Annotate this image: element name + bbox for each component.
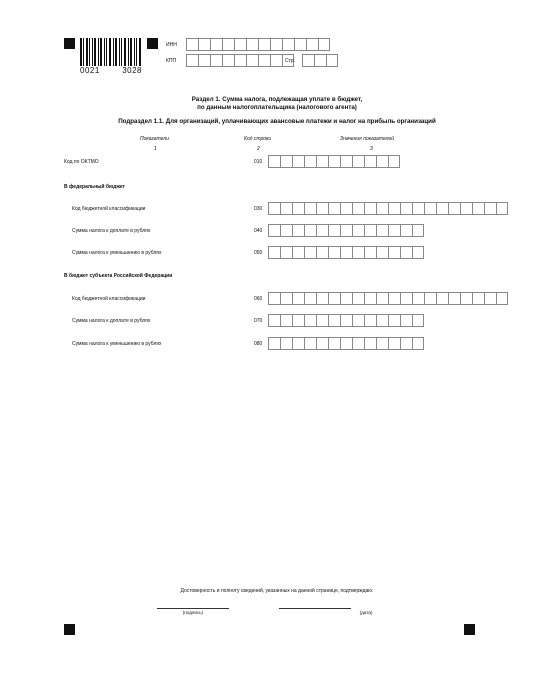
char-cell[interactable] bbox=[316, 314, 328, 327]
char-cell[interactable] bbox=[328, 314, 340, 327]
federal-reduce-cells[interactable] bbox=[268, 246, 424, 259]
column-header-line-code: Код строки bbox=[244, 136, 272, 142]
char-cell[interactable] bbox=[364, 246, 376, 259]
char-cell[interactable] bbox=[210, 38, 222, 51]
date-caption: (дата) bbox=[359, 610, 373, 615]
char-cell[interactable] bbox=[328, 292, 340, 305]
char-cell[interactable] bbox=[280, 155, 292, 168]
char-cell[interactable] bbox=[258, 38, 270, 51]
kpp-label: КПП bbox=[166, 58, 177, 64]
char-cell[interactable] bbox=[388, 155, 400, 168]
char-cell[interactable] bbox=[340, 314, 352, 327]
federal-kbk-label: Код бюджетной классификации bbox=[72, 206, 146, 212]
char-cell[interactable] bbox=[304, 314, 316, 327]
regional-budget-heading: В бюджет субъекта Российской Федерации bbox=[64, 273, 173, 279]
char-cell[interactable] bbox=[340, 292, 352, 305]
char-cell[interactable] bbox=[292, 155, 304, 168]
barcode-image bbox=[80, 38, 142, 66]
char-cell[interactable] bbox=[268, 337, 280, 350]
char-cell[interactable] bbox=[316, 202, 328, 215]
char-cell[interactable] bbox=[292, 314, 304, 327]
column-number-3: 3 bbox=[370, 146, 373, 152]
corner-marker-top-left bbox=[64, 38, 75, 49]
char-cell[interactable] bbox=[448, 292, 460, 305]
char-cell[interactable] bbox=[316, 224, 328, 237]
char-cell[interactable] bbox=[400, 202, 412, 215]
char-cell[interactable] bbox=[388, 314, 400, 327]
char-cell[interactable] bbox=[328, 337, 340, 350]
char-cell[interactable] bbox=[326, 54, 338, 67]
column-number-2: 2 bbox=[257, 146, 260, 152]
subsection-title: Подраздел 1.1. Для организаций, уплачивающих авансовые платежи и налог на прибыль организаций bbox=[118, 118, 436, 125]
signature-line[interactable] bbox=[157, 608, 229, 609]
char-cell[interactable] bbox=[484, 292, 496, 305]
char-cell[interactable] bbox=[198, 54, 210, 67]
char-cell[interactable] bbox=[448, 202, 460, 215]
char-cell[interactable] bbox=[280, 224, 292, 237]
inn-label: ИНН bbox=[166, 42, 177, 48]
char-cell[interactable] bbox=[292, 246, 304, 259]
char-cell[interactable] bbox=[292, 337, 304, 350]
char-cell[interactable] bbox=[340, 337, 352, 350]
char-cell[interactable] bbox=[364, 314, 376, 327]
corner-marker-bottom-left bbox=[64, 624, 75, 635]
char-cell[interactable] bbox=[268, 314, 280, 327]
char-cell[interactable] bbox=[484, 202, 496, 215]
char-cell[interactable] bbox=[246, 38, 258, 51]
federal-pay-cells[interactable] bbox=[268, 224, 424, 237]
federal-kbk-cells[interactable] bbox=[268, 202, 508, 215]
barcode-digits-right: 3028 bbox=[122, 66, 142, 75]
char-cell[interactable] bbox=[376, 314, 388, 327]
char-cell[interactable] bbox=[328, 202, 340, 215]
corner-marker-bottom-right bbox=[464, 624, 475, 635]
char-cell[interactable] bbox=[460, 202, 472, 215]
regional-pay-cells[interactable] bbox=[268, 314, 424, 327]
char-cell[interactable] bbox=[352, 292, 364, 305]
oktmo-code: 010 bbox=[254, 159, 263, 165]
char-cell[interactable] bbox=[388, 224, 400, 237]
char-cell[interactable] bbox=[292, 292, 304, 305]
oktmo-cells[interactable] bbox=[268, 155, 400, 168]
char-cell[interactable] bbox=[246, 54, 258, 67]
date-line[interactable] bbox=[279, 608, 351, 609]
char-cell[interactable] bbox=[268, 246, 280, 259]
char-cell[interactable] bbox=[316, 337, 328, 350]
regional-kbk-cells[interactable] bbox=[268, 292, 508, 305]
column-header-indicators: Показатели bbox=[140, 136, 169, 142]
char-cell[interactable] bbox=[352, 155, 364, 168]
char-cell[interactable] bbox=[292, 202, 304, 215]
column-header-values: Значения показателей bbox=[340, 136, 395, 142]
char-cell[interactable] bbox=[280, 292, 292, 305]
char-cell[interactable] bbox=[388, 246, 400, 259]
char-cell[interactable] bbox=[234, 54, 246, 67]
char-cell[interactable] bbox=[472, 202, 484, 215]
char-cell[interactable] bbox=[304, 292, 316, 305]
char-cell[interactable] bbox=[340, 224, 352, 237]
federal-pay-label: Сумма налога к доплате в рублях bbox=[72, 228, 151, 234]
char-cell[interactable] bbox=[270, 54, 282, 67]
page-label: Стр. bbox=[285, 58, 296, 64]
federal-pay-code: 040 bbox=[254, 228, 263, 234]
char-cell[interactable] bbox=[376, 202, 388, 215]
char-cell[interactable] bbox=[328, 224, 340, 237]
signature-caption: (подпись) bbox=[182, 610, 204, 615]
regional-reduce-code: 080 bbox=[254, 341, 263, 347]
char-cell[interactable] bbox=[412, 292, 424, 305]
char-cell[interactable] bbox=[294, 38, 306, 51]
char-cell[interactable] bbox=[280, 202, 292, 215]
regional-kbk-label: Код бюджетной классификации bbox=[72, 296, 146, 302]
regional-reduce-cells[interactable] bbox=[268, 337, 424, 350]
barcode-digits-left: 0021 bbox=[80, 66, 100, 75]
char-cell[interactable] bbox=[304, 202, 316, 215]
column-number-1: 1 bbox=[154, 146, 157, 152]
inn-cells[interactable] bbox=[186, 38, 330, 51]
barcode-number bbox=[80, 66, 142, 75]
regional-pay-label: Сумма налога к доплате в рублях bbox=[72, 318, 151, 324]
char-cell[interactable] bbox=[304, 337, 316, 350]
char-cell[interactable] bbox=[328, 246, 340, 259]
char-cell[interactable] bbox=[424, 292, 436, 305]
char-cell[interactable] bbox=[258, 54, 270, 67]
char-cell[interactable] bbox=[268, 224, 280, 237]
char-cell[interactable] bbox=[318, 38, 330, 51]
char-cell[interactable] bbox=[388, 292, 400, 305]
char-cell[interactable] bbox=[268, 292, 280, 305]
char-cell[interactable] bbox=[186, 38, 198, 51]
char-cell[interactable] bbox=[306, 38, 318, 51]
char-cell[interactable] bbox=[436, 202, 448, 215]
char-cell[interactable] bbox=[352, 246, 364, 259]
char-cell[interactable] bbox=[340, 246, 352, 259]
confirmation-statement: Достоверность и полноту сведений, указанных на данной странице, подтверждаю: bbox=[180, 588, 374, 594]
char-cell[interactable] bbox=[400, 314, 412, 327]
char-cell[interactable] bbox=[268, 155, 280, 168]
char-cell[interactable] bbox=[222, 38, 234, 51]
char-cell[interactable] bbox=[364, 202, 376, 215]
char-cell[interactable] bbox=[376, 246, 388, 259]
char-cell[interactable] bbox=[280, 314, 292, 327]
char-cell[interactable] bbox=[400, 337, 412, 350]
federal-budget-heading: В федеральный бюджет bbox=[64, 184, 125, 190]
char-cell[interactable] bbox=[412, 202, 424, 215]
char-cell[interactable] bbox=[496, 202, 508, 215]
char-cell[interactable] bbox=[268, 202, 280, 215]
oktmo-label: Код по ОКТМО bbox=[64, 159, 99, 165]
char-cell[interactable] bbox=[376, 292, 388, 305]
char-cell[interactable] bbox=[400, 246, 412, 259]
corner-marker-top-mid bbox=[147, 38, 158, 49]
char-cell[interactable] bbox=[302, 54, 314, 67]
kpp-cells[interactable] bbox=[186, 54, 294, 67]
char-cell[interactable] bbox=[412, 337, 424, 350]
char-cell[interactable] bbox=[316, 246, 328, 259]
char-cell[interactable] bbox=[316, 292, 328, 305]
federal-reduce-label: Сумма налога к уменьшению в рублях bbox=[72, 250, 162, 256]
char-cell[interactable] bbox=[352, 314, 364, 327]
char-cell[interactable] bbox=[314, 54, 326, 67]
char-cell[interactable] bbox=[412, 246, 424, 259]
char-cell[interactable] bbox=[364, 337, 376, 350]
char-cell[interactable] bbox=[496, 292, 508, 305]
char-cell[interactable] bbox=[340, 202, 352, 215]
char-cell[interactable] bbox=[400, 292, 412, 305]
section-title-line1: Раздел 1. Сумма налога, подлежащая уплате в бюджет, bbox=[191, 96, 363, 103]
char-cell[interactable] bbox=[328, 155, 340, 168]
regional-kbk-code: 060 bbox=[254, 296, 263, 302]
regional-reduce-label: Сумма налога к уменьшению в рублях bbox=[72, 341, 162, 347]
char-cell[interactable] bbox=[352, 337, 364, 350]
char-cell[interactable] bbox=[376, 337, 388, 350]
federal-kbk-code: 030 bbox=[254, 206, 263, 212]
char-cell[interactable] bbox=[400, 224, 412, 237]
char-cell[interactable] bbox=[270, 38, 282, 51]
char-cell[interactable] bbox=[304, 155, 316, 168]
char-cell[interactable] bbox=[304, 224, 316, 237]
char-cell[interactable] bbox=[352, 224, 364, 237]
char-cell[interactable] bbox=[436, 292, 448, 305]
char-cell[interactable] bbox=[280, 337, 292, 350]
char-cell[interactable] bbox=[352, 202, 364, 215]
char-cell[interactable] bbox=[412, 314, 424, 327]
char-cell[interactable] bbox=[282, 38, 294, 51]
federal-reduce-code: 050 bbox=[254, 250, 263, 256]
char-cell[interactable] bbox=[412, 224, 424, 237]
char-cell[interactable] bbox=[460, 292, 472, 305]
char-cell[interactable] bbox=[234, 38, 246, 51]
char-cell[interactable] bbox=[364, 155, 376, 168]
char-cell[interactable] bbox=[376, 224, 388, 237]
regional-pay-code: 070 bbox=[254, 318, 263, 324]
char-cell[interactable] bbox=[186, 54, 198, 67]
char-cell[interactable] bbox=[210, 54, 222, 67]
char-cell[interactable] bbox=[198, 38, 210, 51]
char-cell[interactable] bbox=[316, 155, 328, 168]
char-cell[interactable] bbox=[388, 337, 400, 350]
char-cell[interactable] bbox=[424, 202, 436, 215]
char-cell[interactable] bbox=[472, 292, 484, 305]
char-cell[interactable] bbox=[376, 155, 388, 168]
char-cell[interactable] bbox=[292, 224, 304, 237]
page-number-cells[interactable] bbox=[302, 54, 338, 67]
char-cell[interactable] bbox=[280, 246, 292, 259]
char-cell[interactable] bbox=[340, 155, 352, 168]
char-cell[interactable] bbox=[388, 202, 400, 215]
char-cell[interactable] bbox=[364, 224, 376, 237]
section-title-line2: по данным налогоплательщика (налогового агента) bbox=[197, 104, 357, 111]
char-cell[interactable] bbox=[222, 54, 234, 67]
char-cell[interactable] bbox=[364, 292, 376, 305]
char-cell[interactable] bbox=[304, 246, 316, 259]
